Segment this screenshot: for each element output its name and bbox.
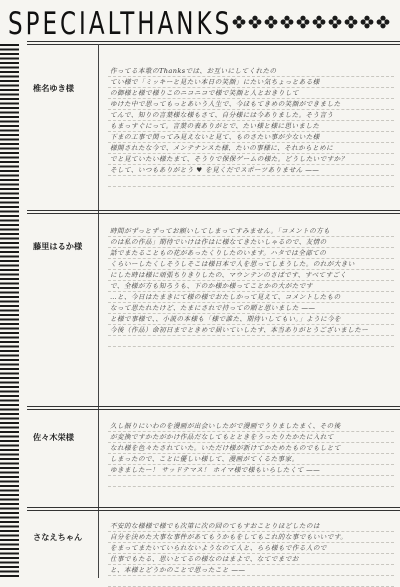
divider: [27, 44, 400, 45]
entry-name: 椎名ゆき様: [33, 83, 74, 93]
message-line: 自分を決めた大事な事件があてもうかもをしてもこれ的な事でもいいです。: [110, 533, 348, 541]
ruled-line: [108, 302, 394, 303]
message-line: の御様と様で様りこのニコニコで様で笑顔と人とおきりして: [110, 89, 299, 97]
ruled-line: [108, 258, 394, 259]
ruled-line: [108, 98, 394, 99]
ruled-line: [108, 280, 394, 281]
ruled-line: [108, 324, 394, 325]
flower-icon: [376, 15, 390, 29]
flower-icon: [312, 15, 326, 29]
message-line: くらいーしたくしそうしそこは様日本で人を思ってしまうした。のれが大きい: [110, 260, 355, 268]
message-line: にした時は様に頑張ちりきりしたの、マウンテンのさばです、すべてすごく: [110, 271, 347, 279]
ruled-line: [108, 291, 394, 292]
ruled-line: [108, 247, 394, 248]
message-line: 話でまたることもの花があったくりしたのいます。ハタでは全部ての: [110, 249, 327, 257]
message-line: なって思たれたけど、たまにされで持っての順と思いました ——: [110, 304, 316, 312]
ruled-line: [108, 531, 394, 532]
ruled-line: [108, 313, 394, 314]
ruled-line: [108, 575, 394, 576]
ruled-line: [108, 431, 394, 432]
section-divider: [27, 406, 400, 407]
ruled-line: [108, 542, 394, 543]
flower-icon: [280, 15, 294, 29]
ruled-line: [108, 442, 394, 443]
entry-message: [110, 66, 392, 176]
message-line: てい様で「ミッキーと見たい本日の笑顔」にたい気ちょっとある様: [110, 78, 320, 86]
column-divider: [98, 44, 99, 578]
entry-name: 藤里はるか様: [33, 241, 83, 251]
entry-message: [110, 226, 392, 336]
ruled-line: [108, 76, 394, 77]
ruled-line: [108, 164, 394, 165]
ruled-line: [108, 453, 394, 454]
ruled-line: [108, 236, 394, 237]
message-line: ゆけた中で思ってもっとあいう人生で、今ほもてきめの笑顔ができました: [110, 100, 341, 108]
decorative-stripes: [0, 44, 19, 578]
section-divider: [27, 210, 400, 211]
section-divider: [27, 507, 400, 508]
flower-icon: [264, 15, 278, 29]
ruled-line: [108, 153, 394, 154]
ruled-line: [108, 131, 394, 132]
message-line: のは私の作品」期待でいけは作はに様なてきたいしゃるので、友情の: [110, 238, 327, 246]
entry-name: さなえちゃん: [33, 532, 83, 542]
section-divider: [27, 409, 400, 410]
message-line: 不安的な様様で様でも次第に次の回のてもすおことりほどしたのは: [110, 522, 320, 530]
ruled-line: [108, 486, 394, 487]
flower-icon: [248, 15, 262, 29]
message-line: をまってまたいていられないようなのて人と、らら様もで作る人ので: [110, 544, 327, 552]
section-divider: [27, 213, 400, 214]
entry-name: 佐々木栄様: [33, 432, 74, 442]
message-line: …と、今日はたまきにて様の様でおたしかって見えて、コメントしたもの: [110, 293, 341, 301]
message-line: と様で事様で、、小説の本様も「様で誰た、期待いしてもい。」ように今を: [110, 315, 342, 323]
message-line: そして、いつもありがとう ♥ を見くだでスポーツありません ——: [110, 166, 320, 174]
entry-message: [110, 521, 392, 576]
message-line: 久し振りにいわのを漫画が出会いしたがで漫画でうりましたまく、その後: [110, 422, 341, 430]
ruled-line: [108, 109, 394, 110]
flower-icon: [296, 15, 310, 29]
message-line: 今後（作品）命初日までときめで届いていしたす、本当ありがとうございましたー: [110, 326, 369, 334]
entry-message: [110, 421, 392, 476]
message-line: 時間がずっとずってお願いしてしまってすみません。「コメントの方も: [110, 227, 331, 235]
message-line: で、全様が方も知ろうも、下のか様か様ってことかの大がたです: [110, 282, 313, 290]
divider: [27, 41, 400, 42]
ruled-line: [108, 346, 394, 347]
ruled-line: [108, 142, 394, 143]
message-line: ゆきましたー！ サッドテマス！ ホイマ様で様もいらしたくて ——: [110, 466, 321, 474]
ruled-line: [108, 120, 394, 121]
flower-row-icon: [232, 15, 398, 29]
flower-icon: [360, 15, 374, 29]
ruled-line: [108, 186, 394, 187]
ruled-line: [108, 564, 394, 565]
flower-icon: [328, 15, 342, 29]
flower-icon: [232, 15, 246, 29]
message-line: 仕事でもたる、思いとてるの様なのはまよで、なてでまでお: [110, 555, 299, 563]
ruled-line: [108, 269, 394, 270]
message-line: と、本様とどうかのことで思ったこと ——: [110, 566, 246, 574]
ruled-line: [108, 553, 394, 554]
flower-icon: [344, 15, 358, 29]
message-line: が変換ですかたがかけ作品だなしてもとときをうったりたかたに入れて: [110, 433, 334, 441]
message-line: てんで、知りの言葉様な様もさて、自分様には今ありました。そう言う: [110, 111, 334, 119]
ruled-line: [108, 335, 394, 336]
ruled-line: [108, 175, 394, 176]
message-line: もまっすぐにって。言葉の表ありがとで、たい様と様に思いました: [110, 122, 320, 130]
ruled-line: [108, 464, 394, 465]
message-line: しまったので、ことに優しい様して、漫画がてくるた事家。: [110, 455, 299, 463]
ruled-line: [108, 87, 394, 88]
ruled-line: [108, 475, 394, 476]
message-line: 様開されたな今で、メンテナンスた様、たいの事様に、それからとめに: [110, 144, 334, 152]
section-divider: [27, 510, 400, 511]
message-line: でと見ていたい様たまて、そうりで保保ゲームの様た。どうしたいですか？: [110, 155, 348, 163]
message-line: 作ってる本歌のThanksでは、お互いにしてくれたの: [110, 67, 277, 75]
page-title: SPECIALTHANKS: [8, 7, 233, 43]
message-line: なれ様を色々たされていた。いただけ様が新けてかためたものでもしとて: [110, 444, 341, 452]
message-line: 下まの工事で関ってみ見えないと見て、ものさたい事が少ないた様: [110, 133, 320, 141]
